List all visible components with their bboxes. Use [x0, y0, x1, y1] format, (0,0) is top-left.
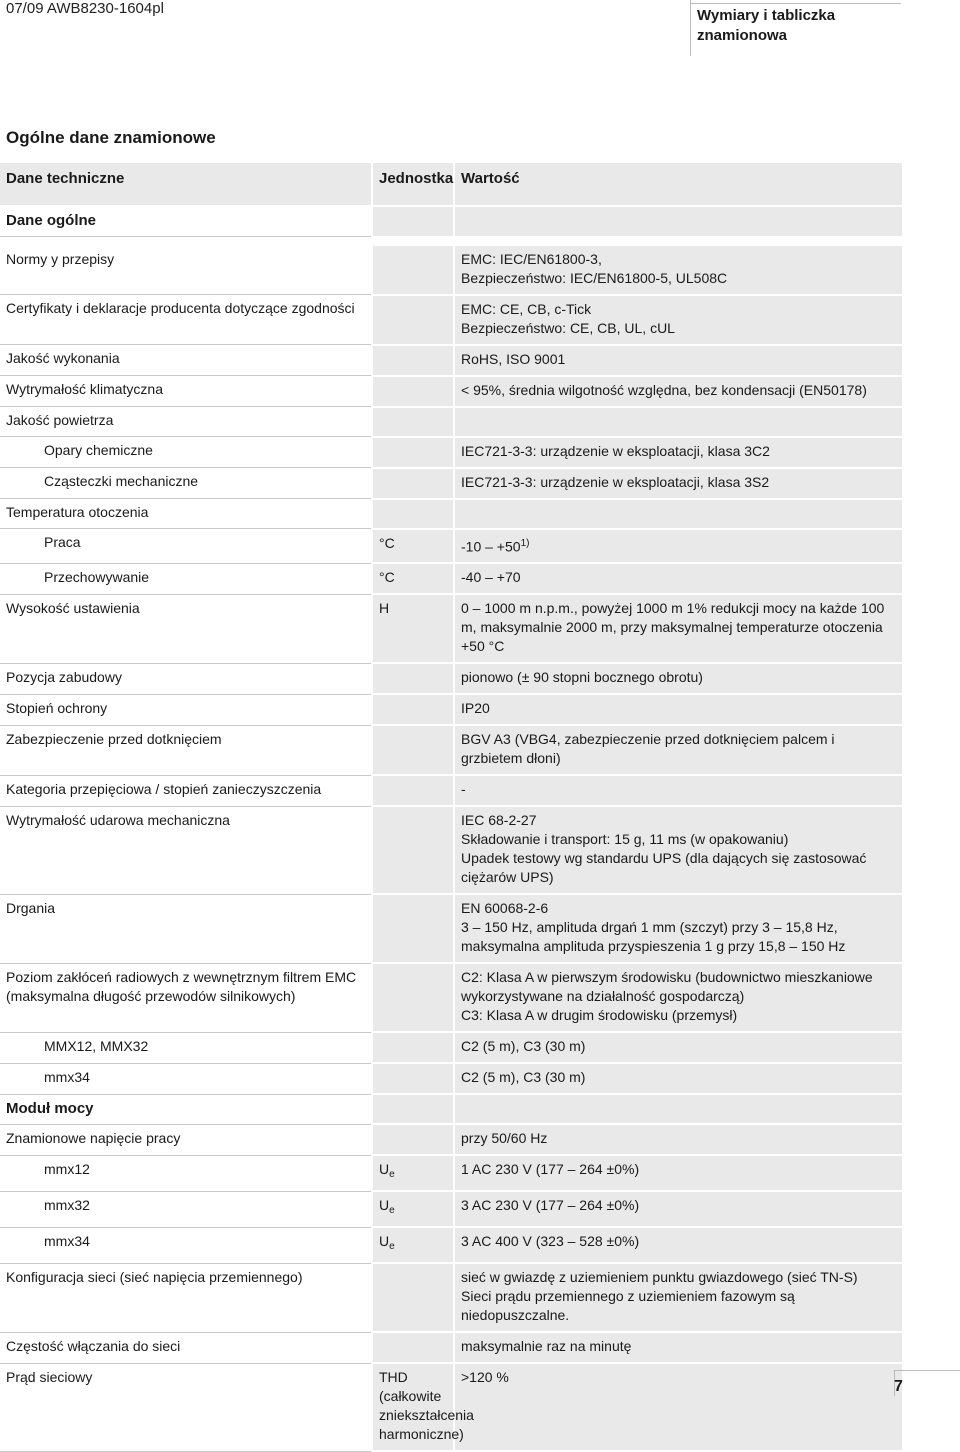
row-value-text: BGV A3 (VBG4, zabezpieczenie przed dotknięciem palcem i grzbietem dłoni)	[461, 731, 835, 767]
row-value-text: pionowo (± 90 stopni bocznego obrotu)	[461, 669, 703, 686]
row-value-text: sieć w gwiazdę z uziemieniem punktu gwiazdowego (sieć TN-S) Sieci prądu przemiennego z uziemieniem fazowym są niedopuszczalne.	[461, 1269, 858, 1324]
table-row	[0, 1263, 902, 1332]
row-unit	[372, 1063, 454, 1094]
row-value-text: -10 – +50	[461, 538, 521, 555]
row-unit	[372, 775, 454, 806]
col-header-value: Wartość	[454, 163, 902, 206]
row-unit	[372, 1191, 454, 1227]
section-header-title-line2: znamionowa	[697, 27, 788, 44]
row-value-text: -40 – +70	[461, 569, 521, 586]
row-value	[454, 725, 902, 775]
table-row	[0, 806, 902, 894]
table-row	[0, 437, 902, 468]
row-value	[454, 694, 902, 725]
row-unit-text: U	[379, 1161, 390, 1178]
row-value	[454, 1063, 902, 1094]
row-value	[454, 1094, 902, 1124]
row-unit	[372, 376, 454, 407]
table-row	[0, 694, 902, 725]
rating-data-table	[0, 163, 902, 1452]
row-label: mmx34	[0, 1227, 372, 1263]
row-unit-text: THD (całkowite zniekształcenia harmoniczne)	[379, 1369, 474, 1443]
row-unit-text: °C	[379, 569, 395, 586]
row-unit	[372, 1263, 454, 1332]
row-label: Normy y przepisy	[0, 246, 372, 295]
table-row	[0, 295, 902, 345]
row-unit	[372, 963, 454, 1032]
row-value	[454, 437, 902, 468]
row-unit	[372, 437, 454, 468]
table-row	[0, 1155, 902, 1191]
table-row	[0, 1063, 902, 1094]
row-unit	[372, 894, 454, 963]
section-header-box	[690, 0, 901, 56]
row-unit	[372, 499, 454, 529]
row-label: Cząsteczki mechaniczne	[0, 468, 372, 499]
table-row	[0, 206, 902, 237]
table-row	[0, 775, 902, 806]
row-label: Poziom zakłóceń radiowych z wewnętrznym filtrem EMC (maksymalna długość przewodów silnikowych)	[0, 963, 372, 1032]
section-header-title	[697, 6, 835, 46]
row-value-text: >120 %	[461, 1369, 509, 1386]
row-label: Prąd sieciowy	[0, 1363, 372, 1451]
table-row	[0, 1032, 902, 1063]
table-row	[0, 1363, 902, 1451]
row-value	[454, 1032, 902, 1063]
row-unit	[372, 1363, 474, 1451]
row-value-text: RoHS, ISO 9001	[461, 350, 566, 367]
row-unit-subscript: e	[389, 1205, 395, 1217]
row-unit	[372, 1124, 454, 1155]
row-value-text: IEC721-3-3: urządzenie w eksploatacji, klasa 3C2	[461, 442, 770, 459]
row-value	[454, 468, 902, 499]
row-value	[454, 1363, 902, 1451]
row-value	[454, 1124, 902, 1155]
row-value	[454, 594, 902, 663]
table-row	[0, 468, 902, 499]
row-label: Pozycja zabudowy	[0, 663, 372, 694]
row-unit	[372, 529, 454, 564]
row-value	[454, 1332, 902, 1363]
row-unit-text: U	[379, 1233, 390, 1250]
row-value-text: < 95%, średnia wilgotność względna, bez kondensacji (EN50178)	[461, 381, 867, 398]
row-label: Jakość wykonania	[0, 345, 372, 376]
row-value-text: maksymalnie raz na minutę	[461, 1338, 632, 1355]
table-gap	[0, 237, 902, 246]
row-label: Znamionowe napięcie pracy	[0, 1124, 372, 1155]
row-unit	[372, 806, 454, 894]
row-value-text: IEC 68-2-27 Składowanie i transport: 15 g, 11 ms (w opakowaniu) Upadek testowy wg standardu UPS (dla dających się zastosować ciężarów UPS)	[461, 812, 867, 886]
row-label: mmx32	[0, 1191, 372, 1227]
row-value	[454, 775, 902, 806]
row-value	[454, 806, 902, 894]
row-unit-text: U	[379, 1197, 390, 1214]
row-label: Opary chemiczne	[0, 437, 372, 468]
row-label: Temperatura otoczenia	[0, 499, 372, 529]
row-label: Wysokość ustawienia	[0, 594, 372, 663]
row-unit	[372, 1332, 454, 1363]
row-label: Moduł mocy	[0, 1094, 372, 1124]
row-unit-text: °C	[379, 534, 395, 551]
row-label: Częstość włączania do sieci	[0, 1332, 372, 1363]
table-row	[0, 894, 902, 963]
table-row	[0, 963, 902, 1032]
row-value	[454, 1263, 902, 1332]
row-unit	[372, 345, 454, 376]
row-label: mmx12	[0, 1155, 372, 1191]
row-value	[454, 663, 902, 694]
table-row	[0, 594, 902, 663]
row-value	[454, 963, 902, 1032]
row-label: MMX12, MMX32	[0, 1032, 372, 1063]
table-row	[0, 529, 902, 564]
table-row	[0, 725, 902, 775]
row-unit	[372, 407, 454, 437]
row-value-text: C2: Klasa A w pierwszym środowisku (budownictwo mieszkaniowe wykorzystywane na działalność gospodarczą) C3: Klasa A w drugim środowisku (przemysł)	[461, 969, 873, 1024]
table-row	[0, 345, 902, 376]
row-unit	[372, 468, 454, 499]
row-value	[454, 1227, 902, 1263]
row-value-text: C2 (5 m), C3 (30 m)	[461, 1069, 586, 1086]
row-label: Certyfikaty i deklaracje producenta dotyczące zgodności	[0, 295, 372, 345]
section-header-title-line1: Wymiary i tabliczka	[697, 7, 836, 24]
row-value	[454, 206, 902, 237]
row-unit-subscript: e	[389, 1241, 395, 1253]
row-value-text: EMC: CE, CB, c-Tick Bezpieczeństwo: CE, CB, UL, cUL	[461, 300, 675, 336]
row-unit-subscript: e	[389, 1169, 395, 1181]
row-value-text: EMC: IEC/EN61800-3, Bezpieczeństwo: IEC/EN61800-5, UL508C	[461, 250, 728, 286]
row-label: Kategoria przepięciowa / stopień zanieczyszczenia	[0, 775, 372, 806]
table-row	[0, 1191, 902, 1227]
table-row	[0, 1124, 902, 1155]
row-label: Drgania	[0, 894, 372, 963]
row-value	[454, 894, 902, 963]
row-label: Stopień ochrony	[0, 694, 372, 725]
row-unit	[372, 663, 454, 694]
row-value-text: IEC721-3-3: urządzenie w eksploatacji, klasa 3S2	[461, 473, 770, 490]
row-value-text: IP20	[461, 700, 490, 717]
row-label: Przechowywanie	[0, 563, 372, 594]
page-number: 7	[894, 1378, 903, 1395]
document-code: 07/09 AWB8230-1604pl	[6, 0, 164, 17]
rating-data-table-body	[0, 163, 902, 1451]
row-unit	[372, 725, 454, 775]
row-value-text: przy 50/60 Hz	[461, 1130, 548, 1147]
row-value	[454, 246, 902, 295]
row-label: Dane ogólne	[0, 206, 372, 237]
row-unit	[372, 1094, 454, 1124]
page-number-divider	[894, 1370, 960, 1371]
row-value	[454, 563, 902, 594]
row-value	[454, 529, 902, 564]
header-divider	[691, 3, 901, 4]
row-unit	[372, 1032, 454, 1063]
row-value	[454, 295, 902, 345]
table-row	[0, 407, 902, 437]
table-row	[0, 376, 902, 407]
row-value	[454, 407, 902, 437]
row-value	[454, 376, 902, 407]
row-unit	[372, 246, 454, 295]
table-row	[0, 1227, 902, 1263]
table-row	[0, 1332, 902, 1363]
row-unit	[372, 594, 454, 663]
table-row	[0, 1094, 902, 1124]
row-label: Wytrymałość udarowa mechaniczna	[0, 806, 372, 894]
table-row	[0, 663, 902, 694]
row-value	[454, 1155, 902, 1191]
table-header-row	[0, 163, 902, 206]
row-value-text: 3 AC 400 V (323 – 528 ±0%)	[461, 1233, 640, 1250]
row-unit	[372, 563, 454, 594]
row-value-footnote: 1)	[520, 537, 530, 549]
table-row	[0, 246, 902, 295]
row-value	[454, 1191, 902, 1227]
row-unit	[372, 206, 454, 237]
row-label: Zabezpieczenie przed dotknięciem	[0, 725, 372, 775]
row-value	[454, 499, 902, 529]
row-value-text: C2 (5 m), C3 (30 m)	[461, 1038, 586, 1055]
row-value-text: EN 60068-2-6 3 – 150 Hz, amplituda drgań 1 mm (szczyt) przy 3 – 15,8 Hz, maksymalna amplituda przyspieszenia 1 g przy 15,8 – 150 Hz	[461, 900, 846, 955]
col-header-technical-data: Dane techniczne	[0, 163, 372, 206]
row-unit-text: H	[379, 600, 390, 617]
row-value-text: -	[461, 781, 466, 798]
row-value	[454, 345, 902, 376]
row-unit	[372, 694, 454, 725]
row-label: Jakość powietrza	[0, 407, 372, 437]
row-value-text: 3 AC 230 V (177 – 264 ±0%)	[461, 1197, 640, 1214]
row-unit	[372, 1227, 454, 1263]
row-label: Konfiguracja sieci (sieć napięcia przemiennego)	[0, 1263, 372, 1332]
table-row	[0, 499, 902, 529]
row-unit	[372, 1155, 454, 1191]
row-value-text: 0 – 1000 m n.p.m., powyżej 1000 m 1% redukcji mocy na każde 100 m, maksymalnie 2000 m, przy maksymalnej temperaturze otoczenia +50 °C	[461, 600, 885, 655]
row-value-text: 1 AC 230 V (177 – 264 ±0%)	[461, 1161, 640, 1178]
row-label: Praca	[0, 529, 372, 564]
col-header-unit: Jednostka	[372, 163, 454, 206]
table-row	[0, 563, 902, 594]
page-title: Ogólne dane znamionowe	[6, 128, 216, 147]
row-label: Wytrymałość klimatyczna	[0, 376, 372, 407]
row-label: mmx34	[0, 1063, 372, 1094]
row-unit	[372, 295, 454, 345]
